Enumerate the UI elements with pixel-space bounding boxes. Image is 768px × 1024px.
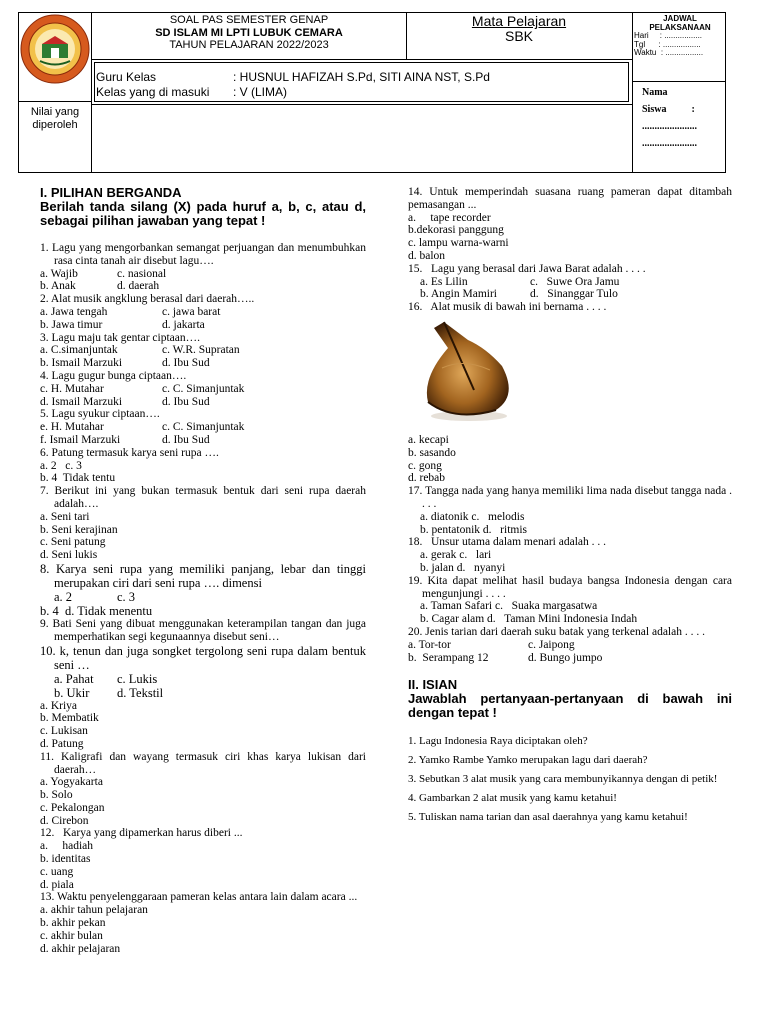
- teacher-info: [96, 70, 490, 100]
- option-b: b. Ismail Marzuki: [40, 357, 123, 370]
- options: [40, 280, 366, 293]
- header-divider: [632, 12, 633, 173]
- schedule-day: Hari : .................: [634, 31, 703, 40]
- header-divider: [406, 12, 407, 60]
- option-d: d. akhir pelajaran: [40, 942, 121, 955]
- option-b: b. Membatik: [40, 712, 99, 725]
- options: a. diatonik c. melodis: [420, 510, 525, 523]
- option-c: c. gong: [408, 459, 442, 472]
- schedule-box: [634, 15, 726, 58]
- options: [40, 396, 366, 409]
- option-b: b.dekorasi panggung: [408, 224, 504, 237]
- schedule-date: Tgl : .................: [634, 39, 701, 49]
- options: [40, 306, 366, 319]
- option-c: c. Lukis: [117, 671, 158, 686]
- options: [40, 344, 366, 357]
- option-d: d. Sinanggar Tulo: [530, 288, 618, 301]
- option-c: c. lampu warna-warni: [408, 237, 509, 250]
- student-name-box: [642, 86, 697, 151]
- question-6: 6. Patung termasuk karya seni rupa ….: [40, 446, 219, 459]
- question-16: 16. Alat musik di bawah ini bernama . . . .: [408, 301, 607, 314]
- option-a: c. H. Mutahar: [40, 382, 104, 395]
- question-18: 18. Unsur utama dalam menari adalah . . .: [408, 536, 606, 549]
- options: b. Cagar alam d. Taman Mini Indonesia Indah: [420, 613, 638, 626]
- essay-question-3: 3. Sebutkan 3 alat musik yang cara membunyikannya dengan di petik!: [408, 773, 718, 786]
- question-4: 4. Lagu gugur bunga ciptaan….: [40, 369, 187, 382]
- options: [40, 383, 366, 396]
- options: [40, 672, 366, 686]
- question-1: 1. Lagu yang mengorbankan semangat perjuangan dan menumbuhkan rasa cinta tanah air disebut lagu….: [40, 242, 366, 267]
- options: [408, 639, 732, 652]
- class-label: Kelas yang di masuki: [96, 85, 210, 99]
- options: [40, 357, 366, 370]
- option-b: b. Jawa timur: [40, 318, 103, 331]
- right-column: [408, 186, 732, 827]
- option-d: d. Cirebon: [40, 814, 89, 827]
- options: [40, 268, 366, 281]
- exam-title: SOAL PAS SEMESTER GENAP: [169, 14, 329, 26]
- essay-question-2: 2. Yamko Rambe Yamko merupakan lagu dari daerah?: [408, 754, 648, 767]
- option-d: d. balon: [408, 249, 446, 262]
- option-d: d. jakarta: [162, 318, 205, 331]
- question-12: 12. Karya yang dipamerkan harus diberi ...: [40, 827, 243, 840]
- option-d: d. Ibu Sud: [162, 395, 210, 408]
- option-d: d. Bungo jumpo: [528, 651, 603, 664]
- score-label-line: diperoleh: [32, 119, 78, 131]
- name-dots: ......................: [642, 121, 697, 132]
- option-c: c. Seni patung: [40, 536, 106, 549]
- option-d: d. Seni lukis: [40, 549, 98, 562]
- section-title: I. PILIHAN BERGANDA: [40, 185, 182, 200]
- options: b. jalan d. nyanyi: [420, 561, 506, 574]
- name-label: Nama: [642, 87, 668, 98]
- section-title: II. ISIAN: [408, 677, 458, 693]
- option-b: b. Solo: [40, 789, 73, 802]
- question-7: 7. Berikut ini yang bukan termasuk bentuk dari seni rupa daerah adalah….: [40, 485, 366, 510]
- option-c: c. W.R. Supratan: [162, 344, 240, 357]
- teacher-value: : HUSNUL HAFIZAH S.Pd, SITI AINA NST, S.Pd: [233, 70, 490, 84]
- school-header: [92, 14, 406, 52]
- option-b: f. Ismail Marzuki: [40, 433, 121, 446]
- option-b: b. sasando: [408, 446, 456, 459]
- question-8: 8. Karya seni rupa yang memiliki panjang, lebar dan tinggi merupakan ciri dari seni rupa …. dimensi: [40, 561, 366, 590]
- question-5: 5. Lagu syukur ciptaan….: [40, 408, 160, 421]
- option-d: d. Patung: [40, 737, 84, 750]
- option-b: b. Seni kerajinan: [40, 523, 118, 536]
- class-value: : V (LIMA): [233, 85, 288, 99]
- options: [40, 421, 366, 434]
- teacher-label: Guru Kelas: [96, 70, 157, 84]
- option-d: d. Ibu Sud: [162, 357, 210, 370]
- options: b. pentatonik d. ritmis: [420, 523, 528, 536]
- header-divider: [91, 104, 632, 105]
- options: [40, 434, 366, 447]
- option-a: a. Es Lilin: [420, 275, 468, 288]
- option-a: a. tape recorder: [408, 211, 491, 224]
- question-19: 19. Kita dapat melihat hasil budaya bangsa Indonesia dengan cara mengunjungi . . . .: [408, 574, 732, 600]
- header-divider: [91, 59, 632, 60]
- essay-question-5: 5. Tuliskan nama tarian dan asal daerahnya yang kamu ketahui!: [408, 811, 688, 824]
- section-instruction: Jawablah pertanyaan-pertanyaan di bawah ini dengan tepat !: [408, 691, 732, 721]
- schedule-time: Waktu : .................: [634, 48, 704, 57]
- option-c: c. C. Simanjuntak: [162, 421, 245, 434]
- option-c: c. Pekalongan: [40, 801, 105, 814]
- options: b. 4 d. Tidak menentu: [40, 603, 153, 618]
- option-d: d. piala: [40, 878, 74, 891]
- subject-box: [408, 14, 630, 44]
- score-label-line: Nilai yang: [30, 106, 80, 118]
- option-a: a. 2: [54, 589, 73, 604]
- options: [408, 288, 732, 301]
- option-a: a. kecapi: [408, 433, 449, 446]
- option-a: a. Yogyakarta: [40, 776, 103, 789]
- name-dots: ......................: [642, 138, 697, 149]
- option-a: a. Tor-tor: [408, 638, 451, 651]
- option-c: c. nasional: [117, 267, 167, 280]
- options: b. 4 Tidak tentu: [40, 472, 116, 485]
- option-c: c. 3: [117, 589, 136, 604]
- score-label: [20, 106, 90, 132]
- question-3: 3. Lagu maju tak gentar ciptaan….: [40, 331, 200, 344]
- header-divider: [632, 81, 726, 82]
- question-10: 10. k, tenun dan juga songket tergolong seni rupa dalam bentuk seni …: [40, 643, 366, 672]
- option-b: d. Ismail Marzuki: [40, 395, 123, 408]
- option-a: a. hadiah: [40, 840, 94, 853]
- option-d: d. daerah: [117, 280, 160, 293]
- options: [40, 590, 366, 604]
- option-d: d. rebab: [408, 472, 446, 485]
- essay-question-4: 4. Gambarkan 2 alat musik yang kamu ketahui!: [408, 792, 617, 805]
- option-d: d. Ibu Sud: [162, 433, 210, 446]
- header-divider: [18, 101, 92, 102]
- option-c: c. Lukisan: [40, 725, 88, 738]
- options: a. Taman Safari c. Suaka margasatwa: [420, 600, 598, 613]
- option-a: a. Wajib: [40, 267, 78, 280]
- option-b: b. Angin Mamiri: [420, 288, 497, 301]
- essay-question-1: 1. Lagu Indonesia Raya diciptakan oleh?: [408, 735, 588, 748]
- question-9: 9. Bati Seni yang dibuat menggunakan keterampilan tangan dan juga memperhatikan segi kegunaannya disebut seni…: [40, 617, 366, 643]
- schedule-title: PELAKSANAAN: [649, 22, 711, 32]
- school-year: TAHUN PELAJARAN 2022/2023: [169, 39, 329, 51]
- question-11: 11. Kaligrafi dan wayang termasuk ciri khas karya lukisan dari daerah…: [40, 750, 366, 776]
- option-a: a. Jawa tengah: [40, 305, 108, 318]
- school-name: SD ISLAM MI LPTI LUBUK CEMARA: [155, 26, 343, 39]
- option-c: c. jawa barat: [162, 305, 221, 318]
- options: [40, 686, 366, 700]
- section-instruction: Berilah tanda silang (X) pada huruf a, b, c, atau d, sebagai pilihan jawaban yang tepat !: [40, 199, 366, 228]
- option-c: c. Jaipong: [528, 638, 575, 651]
- question-15: 15. Lagu yang berasal dari Jawa Barat adalah . . . .: [408, 262, 646, 275]
- option-a: a. C.simanjuntak: [40, 344, 118, 357]
- options: [408, 652, 732, 665]
- question-2: 2. Alat musik angklung berasal dari daerah…..: [40, 293, 255, 306]
- subject-label: Mata Pelajaran: [471, 13, 567, 29]
- question-13: 13. Waktu penyelenggaraan pameran kelas antara lain dalam acara ...: [40, 891, 358, 904]
- options: a. 2 c. 3: [40, 459, 82, 472]
- question-20: 20. Jenis tarian dari daerah suku batak yang terkenal adalah . . . .: [408, 625, 705, 638]
- option-b: b. identitas: [40, 853, 91, 866]
- question-14: 14. Untuk memperindah suasana ruang pameran dapat ditambah pemasangan ...: [408, 186, 732, 211]
- options: [40, 319, 366, 332]
- options: [408, 276, 732, 289]
- option-c: c. uang: [40, 865, 74, 878]
- option-b: b. akhir pekan: [40, 917, 106, 930]
- option-b: b. Anak: [40, 280, 76, 293]
- option-b: b. Serampang 12: [408, 651, 489, 664]
- option-b: b. Ukir: [54, 685, 90, 700]
- schedule-title: JADWAL: [663, 14, 697, 23]
- question-17: 17. Tangga nada yang hanya memiliki lima nada disebut tangga nada . . . .: [408, 485, 732, 510]
- option-c: c. C. Simanjuntak: [162, 382, 245, 395]
- option-c: c. akhir bulan: [40, 929, 103, 942]
- option-c: c. Suwe Ora Jamu: [530, 275, 620, 288]
- school-logo-icon: [20, 14, 90, 84]
- gong-instrument-image: [414, 318, 524, 428]
- options: a. gerak c. lari: [420, 549, 492, 562]
- student-label: Siswa :: [642, 104, 695, 115]
- option-a: a. Seni tari: [40, 510, 90, 523]
- option-a: a. Pahat: [54, 671, 94, 686]
- option-a: a. akhir tahun pelajaran: [40, 904, 148, 917]
- subject-value: SBK: [504, 28, 533, 44]
- option-a: a. Kriya: [40, 699, 78, 712]
- option-d: d. Tekstil: [117, 685, 164, 700]
- option-a: e. H. Mutahar: [40, 421, 104, 434]
- left-column: [40, 186, 366, 955]
